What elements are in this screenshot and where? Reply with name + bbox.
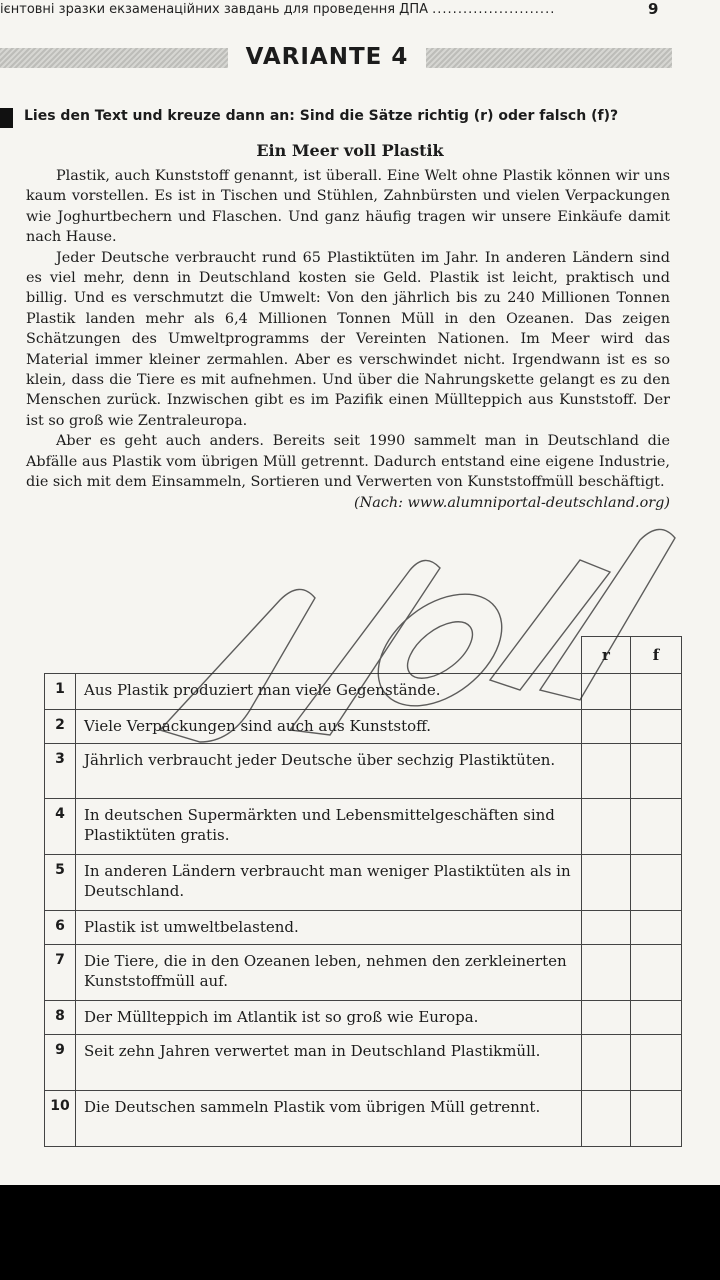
band-pattern-right [426, 48, 672, 68]
answer-cell-r[interactable] [582, 1035, 631, 1091]
source-citation: (Nach: www.alumniportal-deutschland.org) [353, 494, 670, 511]
answer-cell-r[interactable] [582, 744, 631, 799]
answer-cell-f[interactable] [631, 855, 682, 911]
task-number-marker: 1 [0, 108, 13, 128]
table-header-row [45, 637, 682, 674]
answer-cell-r[interactable] [582, 855, 631, 911]
answer-cell-f[interactable] [631, 799, 682, 855]
row-number: 5 [45, 855, 76, 911]
answer-cell-r[interactable] [582, 911, 631, 945]
answer-cell-f[interactable] [631, 945, 682, 1001]
answer-cell-r[interactable] [582, 945, 631, 1001]
answer-cell-r[interactable] [582, 710, 631, 744]
column-header-f: f [631, 637, 682, 674]
statement-text: In deutschen Supermärkten und Lebensmittelgeschäften sind Plastiktüten gratis. [76, 799, 582, 855]
running-title: ієнтовні зразки екзаменаційних завдань для проведення ДПА [0, 2, 429, 17]
task-instruction: Lies den Text und kreuze dann an: Sind die Sätze richtig (r) oder falsch (f)? [24, 108, 619, 124]
row-number: 7 [45, 945, 76, 1001]
statement-text: Plastik ist umweltbelastend. [76, 911, 582, 945]
text-title: Ein Meer voll Plastik [256, 141, 444, 160]
table-row [45, 1001, 682, 1035]
table-row [45, 945, 682, 1001]
answer-cell-f[interactable] [631, 1001, 682, 1035]
statement-text: Die Tiere, die in den Ozeanen leben, nehmen den zerkleinerten Kunststoffmüll auf. [76, 945, 582, 1001]
reading-text [26, 166, 670, 513]
page-number: 9 [648, 0, 659, 18]
table-row [45, 1091, 682, 1147]
table-row [45, 855, 682, 911]
answer-cell-r[interactable] [582, 799, 631, 855]
table-row [45, 1035, 682, 1091]
band-pattern-left [0, 48, 228, 68]
answer-table [44, 636, 682, 1147]
screen-bottom-bar [0, 1185, 720, 1280]
row-number: 9 [45, 1035, 76, 1091]
table-row [45, 674, 682, 710]
answer-cell-f[interactable] [631, 1091, 682, 1147]
leader-dots: ........................ [432, 2, 556, 17]
row-number: 1 [45, 674, 76, 710]
answer-cell-f[interactable] [631, 1035, 682, 1091]
statement-text: In anderen Ländern verbraucht man weniger Plastiktüten als in Deutschland. [76, 855, 582, 911]
running-header [0, 2, 700, 17]
table-row [45, 911, 682, 945]
statement-text: Jährlich verbraucht jeder Deutsche über sechzig Plastiktüten. [76, 744, 582, 799]
row-number: 8 [45, 1001, 76, 1035]
statement-text: Aus Plastik produziert man viele Gegenstände. [76, 674, 582, 710]
table-header-blank [45, 637, 582, 674]
table-row [45, 799, 682, 855]
answer-cell-f[interactable] [631, 744, 682, 799]
row-number: 4 [45, 799, 76, 855]
paragraph: Plastik, auch Kunststoff genannt, ist überall. Eine Welt ohne Plastik können wir uns kaum vorstellen. Es ist in Tischen und Stühlen, Zahnbürsten und vielen Verpackungen wie Joghurtbechern und Flaschen. Und ganz häufig tragen wir unsere Einkäufe damit nach Hause. [26, 168, 670, 246]
answer-cell-f[interactable] [631, 674, 682, 710]
table-row [45, 710, 682, 744]
statement-text: Viele Verpackungen sind auch aus Kunststoff. [76, 710, 582, 744]
row-number: 10 [45, 1091, 76, 1147]
answer-cell-r[interactable] [582, 1091, 631, 1147]
answer-cell-r[interactable] [582, 674, 631, 710]
variant-title: VARIANTE 4 [245, 44, 409, 70]
row-number: 2 [45, 710, 76, 744]
row-number: 3 [45, 744, 76, 799]
statement-text: Der Müllteppich im Atlantik ist so groß wie Europa. [76, 1001, 582, 1035]
paragraph: Aber es geht auch anders. Bereits seit 1990 sammelt man in Deutschland die Abfälle aus Plastik vom übrigen Müll getrennt. Dadurch entstand eine eigene Industrie, die sich mit dem Einsammeln, Sortieren und Verwerten von Kunststoffmüll beschäftigt. [26, 433, 670, 491]
statement-text: Seit zehn Jahren verwertet man in Deutschland Plastikmüll. [76, 1035, 582, 1091]
answer-cell-r[interactable] [582, 1001, 631, 1035]
answer-cell-f[interactable] [631, 710, 682, 744]
paragraph: Jeder Deutsche verbraucht rund 65 Plastiktüten im Jahr. In anderen Ländern sind es viel mehr, denn in Deutschland kosten sie Geld. Plastik ist leicht, praktisch und billig. Und es verschmutzt die Umwelt: Von den jährlich bis zu 240 Millionen Tonnen Plastik landen mehr als 6,4 Millionen Tonnen Müll in den Ozeanen. Das zeigen Schätzungen des Umweltprogramms der Vereinten Nationen. Im Meer wird das Material immer kleiner zermahlen. Aber es verschwindet nicht. Irgendwann ist es so klein, dass die Tiere es mit aufnehmen. Und über die Nahrungskette gelangt es zu den Menschen zurück. Inzwischen gibt es im Pazifik einen Müllteppich aus Kunststoff. Der ist so groß wie Zentraleuropa. [26, 249, 670, 429]
row-number: 6 [45, 911, 76, 945]
column-header-r: r [582, 637, 631, 674]
variant-band [0, 44, 672, 72]
statement-text: Die Deutschen sammeln Plastik vom übrigen Müll getrennt. [76, 1091, 582, 1147]
answer-cell-f[interactable] [631, 911, 682, 945]
table-row [45, 744, 682, 799]
